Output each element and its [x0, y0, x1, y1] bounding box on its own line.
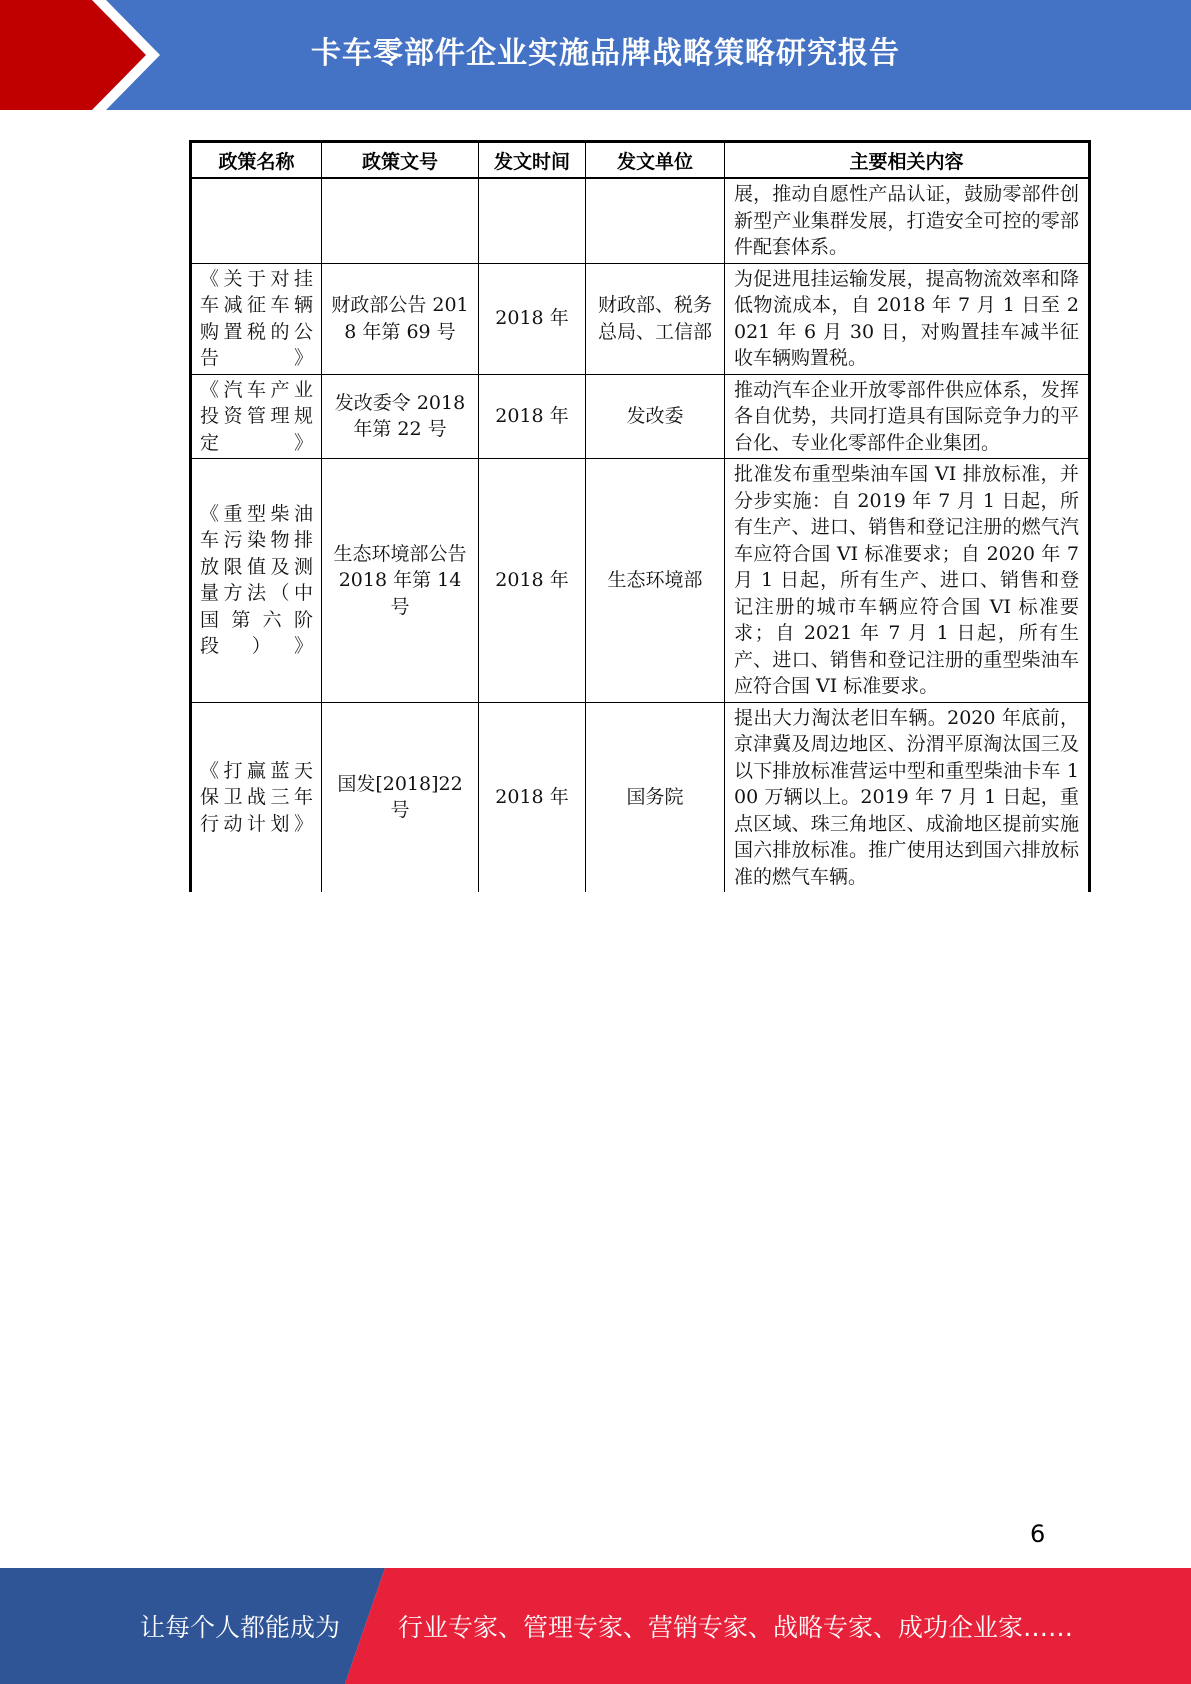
cell-content: 为促进甩挂运输发展，提高物流效率和降低物流成本，自 2018 年 7 月 1 日至 2021 年 6 月 30 日，对购置挂车减半征收车辆购置税。 — [725, 263, 1090, 374]
cell-policy-name: 《重型柴油车污染物排放限值及测量方法（中国第六阶段）》 — [191, 459, 322, 703]
col-header-content: 主要相关内容 — [725, 142, 1090, 179]
cell-issuer: 生态环境部 — [586, 459, 725, 703]
col-header-doc-number: 政策文号 — [322, 142, 479, 179]
cell-issue-date: 2018 年 — [479, 702, 586, 892]
table-header-row — [191, 142, 1090, 179]
table-row — [191, 263, 1090, 374]
page-number: 6 — [1030, 1520, 1046, 1548]
cell-doc-number: 国发[2018]22 号 — [322, 702, 479, 892]
cell-doc-number: 财政部公告 2018 年第 69 号 — [322, 263, 479, 374]
table-row — [191, 702, 1090, 892]
cell-policy-name: 《汽车产业投资管理规定》 — [191, 374, 322, 459]
cell-issuer: 国务院 — [586, 702, 725, 892]
report-title: 卡车零部件企业实施品牌战略策略研究报告 — [311, 36, 900, 71]
cell-doc-number: 生态环境部公告 2018 年第 14 号 — [322, 459, 479, 703]
footer-slogan-left: 让每个人都能成为 — [140, 1613, 341, 1642]
footer-banner — [0, 1568, 1191, 1684]
cell-issue-date — [479, 178, 586, 263]
policy-table — [189, 140, 1091, 892]
cell-content: 提出大力淘汰老旧车辆。2020 年底前，京津冀及周边地区、汾渭平原淘汰国三及以下排放标准营运中型和重型柴油卡车 100 万辆以上。2019 年 7 月 1 日起，重点区域、珠三角地区、成渝地区提前实施国六排放标准。推广使用达到国六排放标准的燃气车辆。 — [725, 702, 1090, 892]
cell-content: 展，推动自愿性产品认证，鼓励零部件创新型产业集群发展，打造安全可控的零部件配套体系。 — [725, 178, 1090, 263]
col-header-policy-name: 政策名称 — [191, 142, 322, 179]
cell-content: 推动汽车企业开放零部件供应体系，发挥各自优势，共同打造具有国际竞争力的平台化、专业化零部件企业集团。 — [725, 374, 1090, 459]
cell-doc-number: 发改委令 2018 年第 22 号 — [322, 374, 479, 459]
cell-issuer: 发改委 — [586, 374, 725, 459]
col-header-issuer: 发文单位 — [586, 142, 725, 179]
cell-issue-date: 2018 年 — [479, 374, 586, 459]
footer-slogan-right: 行业专家、管理专家、营销专家、战略专家、成功企业家…… — [398, 1613, 1074, 1642]
table-row — [191, 374, 1090, 459]
header-banner — [0, 0, 1191, 110]
col-header-issue-date: 发文时间 — [479, 142, 586, 179]
cell-issue-date: 2018 年 — [479, 459, 586, 703]
cell-content: 批准发布重型柴油车国 VI 排放标准，并分步实施：自 2019 年 7 月 1 日起，所有生产、进口、销售和登记注册的燃气汽车应符合国 VI 标准要求；自 2020 年 7 月 1 日起，所有生产、进口、销售和登记注册的城市车辆应符合国 VI 标准要求；自 2021 年 7 月 1 日起，所有生产、进口、销售和登记注册的重型柴油车应符合国 VI 标准要求。 — [725, 459, 1090, 703]
table-row — [191, 178, 1090, 263]
cell-issuer — [586, 178, 725, 263]
table-row — [191, 459, 1090, 703]
cell-issuer: 财政部、税务总局、工信部 — [586, 263, 725, 374]
cell-policy-name — [191, 178, 322, 263]
cell-doc-number — [322, 178, 479, 263]
cell-issue-date: 2018 年 — [479, 263, 586, 374]
cell-policy-name: 《关于对挂车减征车辆购置税的公告》 — [191, 263, 322, 374]
cell-policy-name: 《打赢蓝天保卫战三年行动计划》 — [191, 702, 322, 892]
